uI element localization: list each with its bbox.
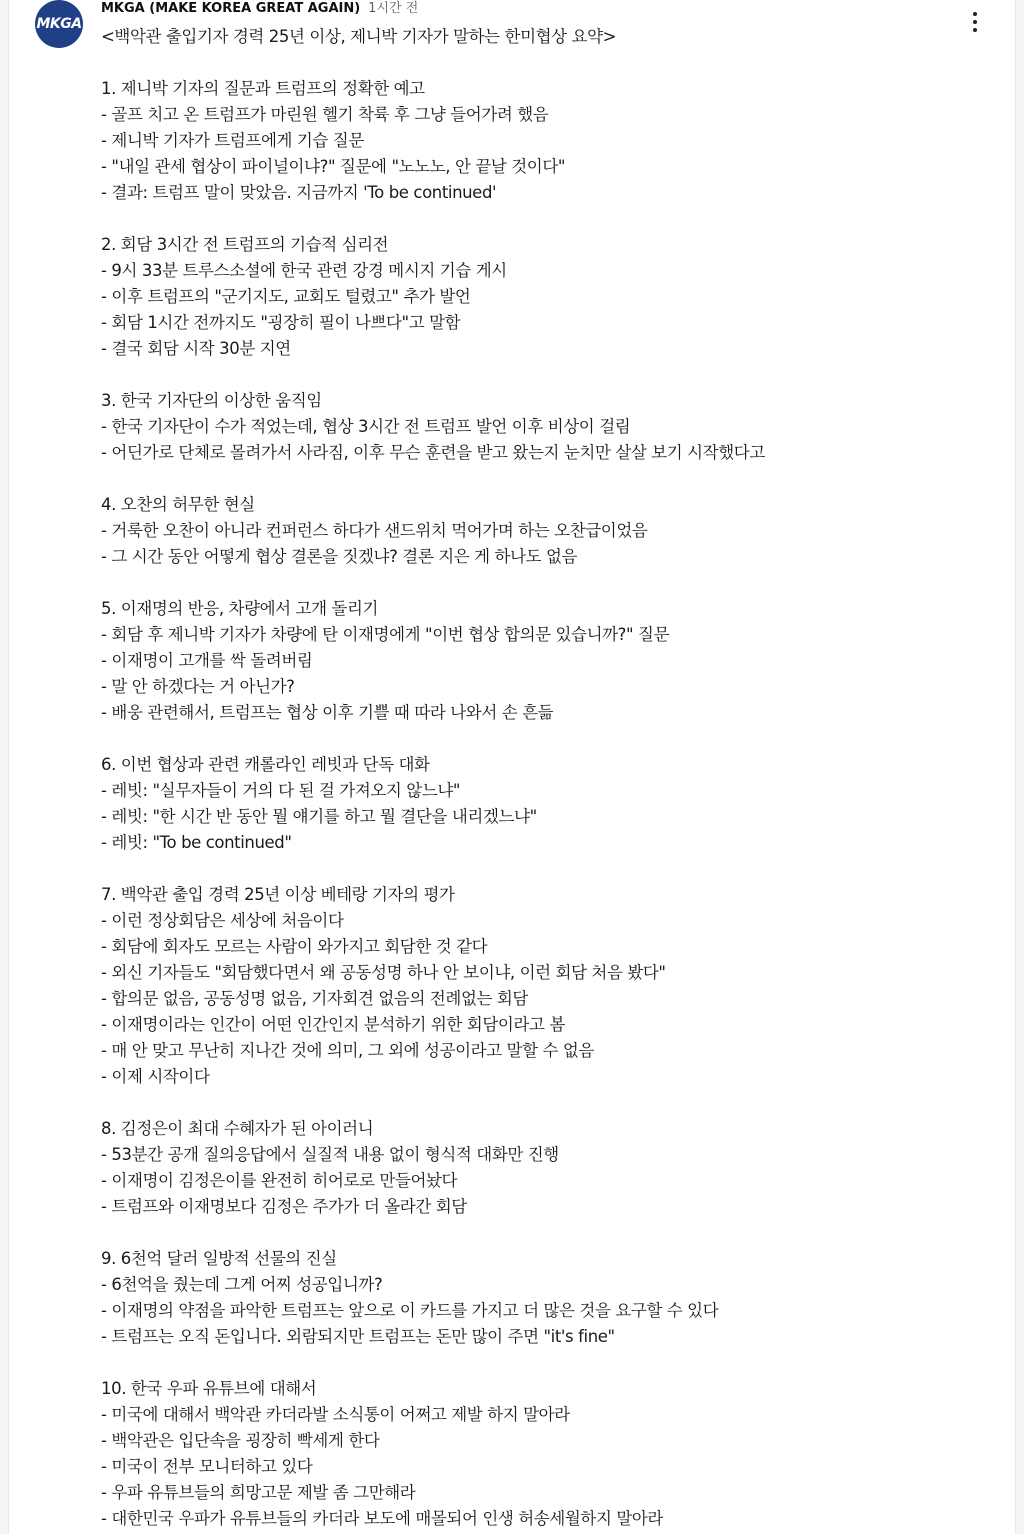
- section-line: - 백악관은 입단속을 굉장히 빡세게 한다: [101, 1431, 380, 1450]
- section-heading: 8. 김정은이 최대 수혜자가 된 아이러니: [101, 1119, 374, 1138]
- section-line: - 매 안 맞고 무난히 지나간 것에 의미, 그 외에 성공이라고 말할 수 없음: [101, 1041, 594, 1060]
- section-line: - 레빗: "실무자들이 거의 다 된 걸 가져오지 않느냐": [101, 781, 461, 800]
- section-line: - 이제 시작이다: [101, 1067, 210, 1086]
- summary-section: [101, 1116, 1001, 1220]
- section-line: - 트럼프와 이재명보다 김정은 주가가 더 올라간 회담: [101, 1197, 467, 1216]
- summary-section: [101, 596, 1001, 726]
- section-line: - 우파 유튜브들의 희망고문 제발 좀 그만해라: [101, 1483, 416, 1502]
- section-line: - 미국이 전부 모니터하고 있다: [101, 1457, 313, 1476]
- summary-section: [101, 232, 1001, 362]
- section-line: - 어딘가로 단체로 몰려가서 사라짐, 이후 무슨 훈련을 받고 왔는지 눈치만 살살 보기 시작했다고: [101, 443, 765, 462]
- section-line: - 골프 치고 온 트럼프가 마린원 헬기 착륙 후 그냥 들어가려 했음: [101, 105, 549, 124]
- comment-card: [8, 0, 1016, 1534]
- section-line: - 합의문 없음, 공동성명 없음, 기자회견 없음의 전례없는 회담: [101, 989, 528, 1008]
- section-heading: 4. 오찬의 허무한 현실: [101, 495, 255, 514]
- section-line: - 배웅 관련해서, 트럼프는 협상 이후 기쁠 때 따라 나와서 손 흔듦: [101, 703, 554, 722]
- section-line: - 거룩한 오찬이 아니라 컨퍼런스 하다가 샌드위치 먹어가며 하는 오찬급이었음: [101, 521, 648, 540]
- section-line: - "내일 관세 협상이 파이널이냐?" 질문에 "노노노, 안 끝날 것이다": [101, 157, 566, 176]
- section-line: - 결국 회담 시작 30분 지연: [101, 339, 291, 358]
- section-line: - 이재명이라는 인간이 어떤 인간인지 분석하기 위한 회담이라고 봄: [101, 1015, 565, 1034]
- section-line: - 이재명이 김정은이를 완전히 히어로로 만들어놨다: [101, 1171, 458, 1190]
- summary-section: [101, 492, 1001, 570]
- avatar-logo-text: MKGA: [36, 16, 82, 32]
- section-heading: 9. 6천억 달러 일방적 선물의 진실: [101, 1249, 337, 1268]
- summary-section: [101, 882, 1001, 1090]
- author-name[interactable]: MKGA (MAKE KOREA GREAT AGAIN): [101, 1, 361, 16]
- section-line: - 트럼프는 오직 돈입니다. 외람되지만 트럼프는 돈만 많이 주면 "it's fine": [101, 1327, 615, 1346]
- section-line: - 이재명의 약점을 파악한 트럼프는 앞으로 이 카드를 가지고 더 많은 것을 요구할 수 있다: [101, 1301, 719, 1320]
- section-line: - 이런 정상회담은 세상에 처음이다: [101, 911, 344, 930]
- section-line: - 레빗: "한 시간 반 동안 뭘 얘기를 하고 뭘 결단을 내리겠느냐": [101, 807, 537, 826]
- comment-body: [101, 24, 1001, 1532]
- summary-section: [101, 1376, 1001, 1532]
- section-line: - 회담에 회자도 모르는 사람이 와가지고 회담한 것 같다: [101, 937, 488, 956]
- section-line: - 한국 기자단이 수가 적었는데, 협상 3시간 전 트럼프 발언 이후 비상이 걸림: [101, 417, 631, 436]
- section-heading: 2. 회담 3시간 전 트럼프의 기습적 심리전: [101, 235, 389, 254]
- summary-section: [101, 752, 1001, 856]
- section-line: - 회담 1시간 전까지도 "굉장히 필이 나쁘다"고 말함: [101, 313, 461, 332]
- comment-header: [101, 0, 418, 18]
- summary-section: [101, 388, 1001, 466]
- section-line: - 결과: 트럼프 말이 맞았음. 지금까지 'To be continued': [101, 183, 497, 202]
- section-heading: 3. 한국 기자단의 이상한 움직임: [101, 391, 322, 410]
- section-line: - 미국에 대해서 백악관 카더라발 소식통이 어쩌고 제발 하지 말아라: [101, 1405, 570, 1424]
- section-heading: 1. 제니박 기자의 질문과 트럼프의 정확한 예고: [101, 79, 425, 98]
- summary-section: [101, 1246, 1001, 1350]
- section-line: - 외신 기자들도 "회담했다면서 왜 공동성명 하나 안 보이냐, 이런 회담 처음 봤다": [101, 963, 666, 982]
- section-heading: 6. 이번 협상과 관련 캐롤라인 레빗과 단독 대화: [101, 755, 430, 774]
- section-line: - 53분간 공개 질의응답에서 실질적 내용 없이 형식적 대화만 진행: [101, 1145, 559, 1164]
- section-line: - 6천억을 줬는데 그게 어찌 성공입니까?: [101, 1275, 383, 1294]
- channel-avatar[interactable]: [35, 0, 83, 48]
- section-line: - 이재명이 고개를 싹 돌려버림: [101, 651, 313, 670]
- section-heading: 7. 백악관 출입 경력 25년 이상 베테랑 기자의 평가: [101, 885, 455, 904]
- section-heading: 5. 이재명의 반응, 차량에서 고개 돌리기: [101, 599, 379, 618]
- comment-time[interactable]: 1시간 전: [368, 1, 419, 16]
- section-line: - 이후 트럼프의 "군기지도, 교회도 털렸고" 추가 발언: [101, 287, 471, 306]
- section-line: - 제니박 기자가 트럼프에게 기습 질문: [101, 131, 364, 150]
- section-heading: 10. 한국 우파 유튜브에 대해서: [101, 1379, 317, 1398]
- section-line: - 그 시간 동안 어떻게 협상 결론을 짓겠냐? 결론 지은 게 하나도 없음: [101, 547, 578, 566]
- section-line: - 9시 33분 트루스소셜에 한국 관련 강경 메시지 기습 게시: [101, 261, 507, 280]
- post-title: <백악관 출입기자 경력 25년 이상, 제니박 기자가 말하는 한미협상 요약>: [101, 27, 617, 46]
- section-line: - 대한민국 우파가 유튜브들의 카더라 보도에 매몰되어 인생 허송세월하지 말아라: [101, 1509, 663, 1528]
- section-line: - 회담 후 제니박 기자가 차량에 탄 이재명에게 "이번 협상 합의문 있습니까?" 질문: [101, 625, 670, 644]
- section-line: - 말 안 하겠다는 거 아닌가?: [101, 677, 295, 696]
- summary-section: [101, 76, 1001, 206]
- section-line: - 레빗: "To be continued": [101, 833, 292, 852]
